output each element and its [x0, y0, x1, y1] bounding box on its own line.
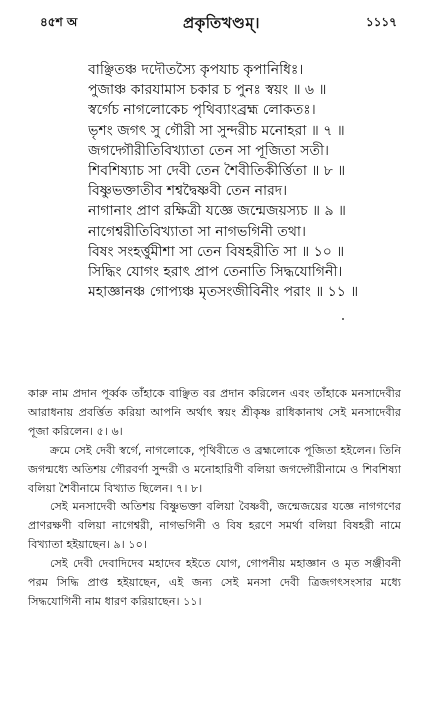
verse-line: পুজাঞ্চ কারযামাস চকার চ পুনঃ স্বয়ং ॥ ৬ ॥	[88, 82, 327, 99]
verse-line: বিষ্ণুভক্তাতীব শশ্বদ্বৈষ্ণবী তেন নারদ।	[88, 183, 288, 200]
commentary-paragraph: কারু নাম প্রদান পূর্ব্বক তাঁহাকে বাঞ্ছিত বর প্রদান করিলেন এবং তাঁহাকে মনসাদেবীর আরাধনায় প্রবর্ত্তিত করিয়া আপনি অর্থাৎ স্বয়ং শ্রীকৃষ্ণ রাধিকানাথ সেই মনসাদেবীর পূজা করিলেন। ৫। ৬।	[28, 387, 401, 438]
commentary-paragraph: সেই দেবী দেবাদিদেব মহাদেব হইতে যোগ, গোপনীয় মহাজ্ঞান ও মৃত সঞ্জীবনী পরম সিদ্ধি প্রাপ্ত হইয়াছেন, এই জন্য সেই মনসা দেবী ত্রিজগৎসংসার মধ্যে সিদ্ধযোগিনী নাম ধারণ করিয়াছেন। ১১।	[28, 557, 401, 608]
verse-line: নাগেশ্বরীতিবিখ্যাতা সা নাগভগিনী তথা।	[88, 223, 306, 240]
running-title: প্রকৃতিখণ্ডম্।	[183, 13, 261, 32]
commentary-paragraph: সেই মনসাদেবী অতিশয় বিষ্ণুভক্তা বলিয়া বৈষ্ণবী, জন্মেজয়ের যজ্ঞে নাগগণের প্রাণরক্ষণী বলিয়া নাগেশ্বরী, নাগভগিনী ও বিষ হরণে সমর্থা বলিয়া বিষহরী নামে বিখ্যাতা হইয়াছেন। ৯। ১০।	[28, 500, 401, 552]
verse-line: বাঞ্ছিতঞ্চ দদৌতস্যৈ কৃপযাচ কৃপানিধিঃ।	[88, 62, 304, 78]
page-number: ১১১৭	[365, 15, 397, 29]
verse-line: জগদ্গৌরীতিবিখ্যাতা তেন সা পূজিতা সতী।	[88, 142, 330, 159]
verse-line: সিদ্ধিং যোগং হরাৎ প্রাপ তেনাতি সিদ্ধযোগিনী।	[88, 264, 343, 281]
sanskrit-verses	[88, 60, 407, 302]
verse-line: শিবশিষ্যাচ সা দেবী তেন শৈবীতিকীর্ত্তিতা ॥ ৮ ॥	[88, 163, 346, 180]
commentary-paragraph: ক্রমে সেই দেবী স্বর্গে, নাগলোকে, পৃথিবীতে ও ব্রহ্মলোকে পূজিতা হইলেন। তিনি জগন্মধ্যে অতিশয় গৌরবর্ণা সুন্দরী ও মনোহারিণী বলিয়া জগদ্গৌরীনামে ও শিবশিষ্যা বলিয়া শৈবীনামে বিখ্যাত ছিলেন। ৭। ৮।	[28, 443, 401, 495]
verse-line: ভৃশং জগৎ সু গৌরী সা সুন্দরীচ মনোহরা ॥ ৭ ॥	[88, 122, 345, 139]
print-speck	[342, 318, 344, 320]
page-header	[40, 12, 397, 36]
verse-line: নাগানাং প্রাণ রক্ষিত্রী যজ্ঞে জন্মেজয়স্যচ ॥ ৯ ॥	[88, 203, 346, 220]
verse-line: স্বর্গেচ নাগলোকেচ পৃথিব্যাংব্রহ্ম লোকতঃ।	[88, 102, 316, 119]
bengali-commentary	[28, 385, 401, 612]
verse-line: বিষং সংহর্ত্তুমীশা সা তেন বিষহরীতি সা ॥ ১০ ॥	[88, 243, 345, 260]
chapter-number: ৪৫শ অ	[40, 15, 78, 29]
verse-line: মহাজ্ঞানঞ্চ গোপ্যঞ্চ মৃতসংজীবিনীং পরাং ॥ ১১ ॥	[88, 284, 359, 301]
